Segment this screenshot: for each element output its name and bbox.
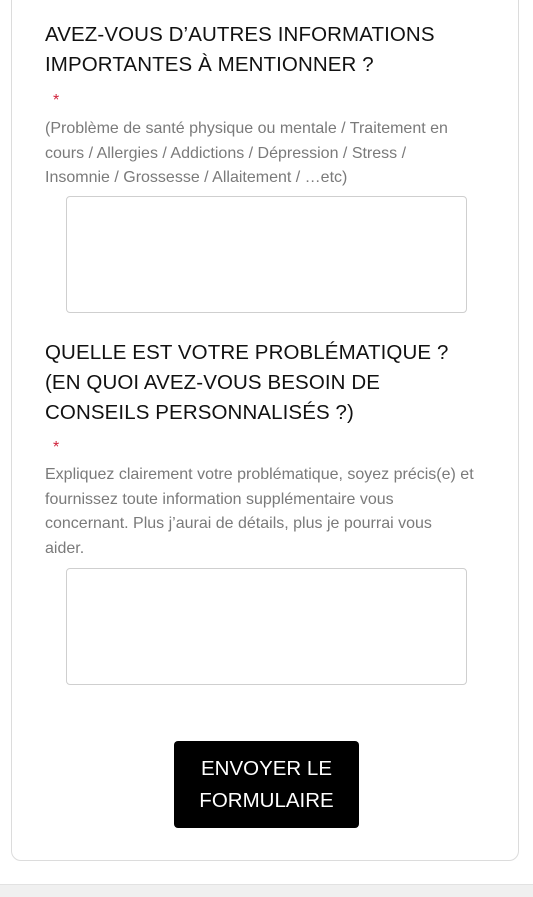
question-1-title-line2: IMPORTANTES À MENTIONNER ? <box>45 53 374 76</box>
question-1-title-line1: AVEZ-VOUS D’AUTRES INFORMATIONS <box>45 23 435 46</box>
question-2-title-line3: CONSEILS PERSONNALISÉS ?) <box>45 401 354 424</box>
other-info-textarea[interactable] <box>66 196 467 313</box>
question-2-title <box>45 338 448 428</box>
required-asterisk: * <box>53 92 60 109</box>
problem-description-textarea[interactable] <box>66 568 467 685</box>
submit-form-button[interactable]: ENVOYER LE FORMULAIRE <box>174 741 359 828</box>
required-asterisk: * <box>53 439 60 456</box>
question-2-help-text: Expliquez clairement votre problématique, soyez précis(e) et fournissez toute information supplémentaire vous concernant. Plus j’aurai de détails, plus je pourrai vous aider. <box>45 466 474 557</box>
question-2-title-line2: (EN QUOI AVEZ-VOUS BESOIN DE <box>45 371 381 394</box>
question-2-title-line1: QUELLE EST VOTRE PROBLÉMATIQUE ? <box>45 341 449 364</box>
question-1-title <box>45 20 435 80</box>
page-footer-strip <box>0 884 533 897</box>
question-1-help-text: (Problème de santé physique ou mentale / Traitement en cours / Allergies / Addictions / Dépression / Stress / Insomnie / Grossesse / Allaitement / …etc) <box>45 120 448 186</box>
